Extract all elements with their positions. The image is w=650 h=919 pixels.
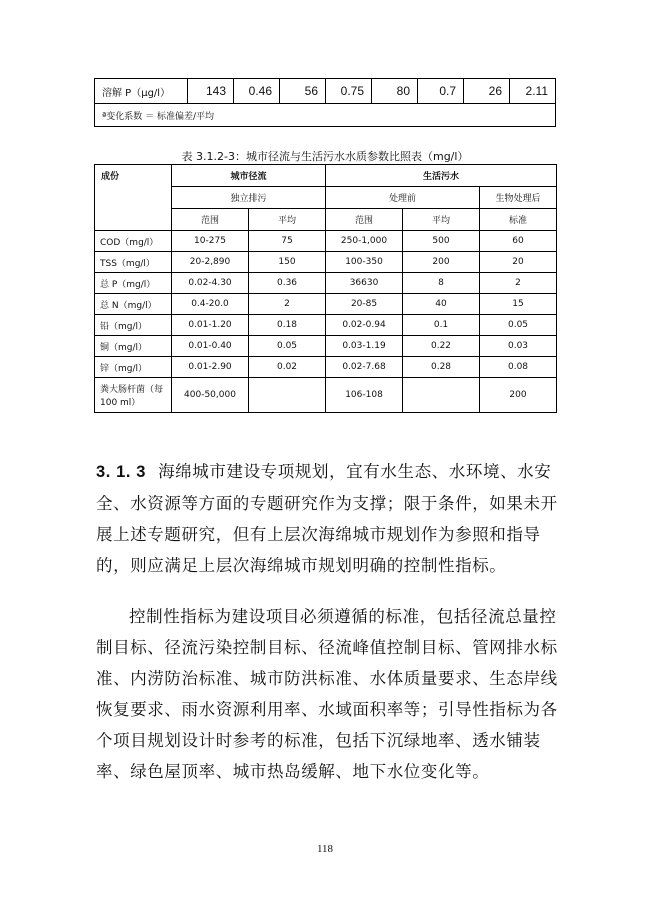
table-row bbox=[95, 378, 557, 413]
section-number: 3. 1. 3 bbox=[96, 463, 147, 481]
table-cell: 0.01-1.20 bbox=[172, 315, 249, 336]
table-caption: 表 3.1.2-3：城市径流与生活污水水质参数比照表（mg/l） bbox=[181, 150, 469, 163]
header-after-bio: 生物处理后 bbox=[480, 187, 557, 209]
table-row bbox=[95, 231, 557, 252]
table-cell: 0.36 bbox=[249, 273, 326, 294]
table-cell: 2.11 bbox=[510, 79, 556, 104]
header-range: 范围 bbox=[172, 209, 249, 231]
table-cell: 150 bbox=[249, 252, 326, 273]
header-independent: 独立排污 bbox=[172, 187, 326, 209]
table-header-row bbox=[95, 165, 557, 187]
table-cell: 200 bbox=[403, 252, 480, 273]
header-standard: 标准 bbox=[480, 209, 557, 231]
header-component: 成份 bbox=[95, 165, 172, 231]
table-cell: 20 bbox=[480, 252, 557, 273]
table-row bbox=[95, 315, 557, 336]
table-cell: 0.03-1.19 bbox=[326, 336, 403, 357]
table-cell: 0.08 bbox=[480, 357, 557, 378]
table-cell: 100-350 bbox=[326, 252, 403, 273]
paragraph-text: 控制性指标为建设项目必须遵循的标准，包括径流总量控制目标、径流污染控制目标、径流峰值控制目标、管网排水标准、内涝防治标准、城市防洪标准、水体质量要求、生态岸线恢复要求、雨水资源利用率、水域面积率等；引导性指标为各个项目规划设计时参考的标准，包括下沉绿地率、透水铺装率、绿色屋顶率、城市热岛缓解、地下水位变化等。 bbox=[96, 607, 558, 781]
table-cell bbox=[249, 378, 326, 413]
table-cell: 0.46 bbox=[234, 79, 280, 104]
table-cell: 2 bbox=[480, 273, 557, 294]
row-name: 铜（mg/l） bbox=[95, 336, 172, 357]
row-name: COD（mg/l） bbox=[95, 231, 172, 252]
row-name: 锌（mg/l） bbox=[95, 357, 172, 378]
dissolved-p-table bbox=[94, 78, 556, 127]
table-cell: 36630 bbox=[326, 273, 403, 294]
header-urban-runoff: 城市径流 bbox=[172, 165, 326, 187]
table-cell: 20-2,890 bbox=[172, 252, 249, 273]
table-cell: 8 bbox=[403, 273, 480, 294]
table-cell: 0.4-20.0 bbox=[172, 294, 249, 315]
row-name: 总 N（mg/l） bbox=[95, 294, 172, 315]
header-before-treatment: 处理前 bbox=[326, 187, 480, 209]
table-cell: 400-50,000 bbox=[172, 378, 249, 413]
table-cell: 0.75 bbox=[326, 79, 372, 104]
row-label: 溶解 P（μg/l） bbox=[95, 79, 188, 104]
table-cell: 0.05 bbox=[249, 336, 326, 357]
table-cell: 0.01-0.40 bbox=[172, 336, 249, 357]
table-cell: 10-275 bbox=[172, 231, 249, 252]
table-cell: 0.18 bbox=[249, 315, 326, 336]
table-cell: 0.28 bbox=[403, 357, 480, 378]
table-cell: 106-108 bbox=[326, 378, 403, 413]
table-cell: 250-1,000 bbox=[326, 231, 403, 252]
table-cell: 56 bbox=[280, 79, 326, 104]
table-cell: 0.05 bbox=[480, 315, 557, 336]
table-cell: 0.1 bbox=[403, 315, 480, 336]
row-name: 总 P（mg/l） bbox=[95, 273, 172, 294]
table-row bbox=[95, 79, 556, 104]
table-cell: 0.03 bbox=[480, 336, 557, 357]
table-cell: 200 bbox=[480, 378, 557, 413]
table-cell: 0.22 bbox=[403, 336, 480, 357]
table-cell: 15 bbox=[480, 294, 557, 315]
row-name-line: 粪大肠杆菌（每 bbox=[100, 385, 164, 395]
header-range: 范围 bbox=[326, 209, 403, 231]
table-row bbox=[95, 336, 557, 357]
table-cell: 143 bbox=[188, 79, 234, 104]
table-cell: 0.02 bbox=[249, 357, 326, 378]
row-name: TSS（mg/l） bbox=[95, 252, 172, 273]
row-name-line: 100 ml） bbox=[100, 398, 141, 408]
table-row bbox=[95, 273, 557, 294]
section-paragraph bbox=[96, 456, 558, 581]
table-cell bbox=[403, 378, 480, 413]
table-cell: 2 bbox=[249, 294, 326, 315]
table-cell: 0.02-7.68 bbox=[326, 357, 403, 378]
table-cell: 0.7 bbox=[418, 79, 464, 104]
table-cell: 20-85 bbox=[326, 294, 403, 315]
table-cell: 0.01-2.90 bbox=[172, 357, 249, 378]
table-cell: 0.02-4.30 bbox=[172, 273, 249, 294]
table-note-row bbox=[95, 104, 556, 127]
table-cell: 26 bbox=[464, 79, 510, 104]
header-domestic-sewage: 生活污水 bbox=[326, 165, 557, 187]
row-name: 铅（mg/l） bbox=[95, 315, 172, 336]
table-cell: 80 bbox=[372, 79, 418, 104]
table-row bbox=[95, 294, 557, 315]
table-cell: 500 bbox=[403, 231, 480, 252]
row-name bbox=[95, 378, 172, 413]
table-footnote: ª变化系数 ＝ 标准偏差/平均 bbox=[95, 104, 556, 127]
table-row bbox=[95, 357, 557, 378]
paragraph-text: 海绵城市建设专项规划，宜有水生态、水环境、水安全、水资源等方面的专题研究作为支撑；限于条件，如果未开展上述专题研究，但有上层次海绵城市规划作为参照和指导的，则应满足上层次海绵城市规划明确的控制性指标。 bbox=[96, 462, 558, 575]
header-average: 平均 bbox=[403, 209, 480, 231]
header-average: 平均 bbox=[249, 209, 326, 231]
table-cell: 0.02-0.94 bbox=[326, 315, 403, 336]
table-cell: 40 bbox=[403, 294, 480, 315]
water-quality-comparison-table bbox=[94, 164, 557, 413]
table-cell: 60 bbox=[480, 231, 557, 252]
page-number: 118 bbox=[316, 843, 334, 855]
table-row bbox=[95, 252, 557, 273]
table-cell: 75 bbox=[249, 231, 326, 252]
